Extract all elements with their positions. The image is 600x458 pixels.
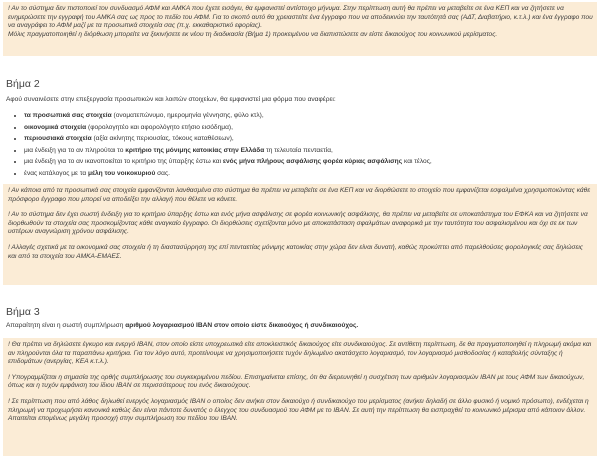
list-item: • μια ένδειξη για το αν πληρούται το κριτήριο της μόνιμης κατοικίας στην Ελλάδα τη τελευταία πενταετία, (24, 145, 594, 157)
list-item: • τα προσωπικά σας στοιχεία (ονοματεπώνυμο, ημερομηνία γέννησης, φύλο κτλ), (24, 110, 594, 122)
notice-box-step1 (3, 2, 597, 56)
notice-paragraph: ! Αν το σύστημα δεν πιστοποιεί τον συνδυασμό ΑΦΜ και ΑΜΚΑ που έχετε εισάγει, θα εμφανιστεί αντίστοιχο μήνυμα. Στην περίπτωση αυτή θα πρέπει να μεταβείτε σε ένα ΚΕΠ και να ζητήσετε να ενημερώσετε την εγγραφή του ΑΜΚΑ σας ως προς το πεδίο του ΑΦΜ. Για το σκοπό αυτό θα χρειαστείτε ένα έγγραφο που να αποδεικνύει την ταυτότητά σας (ΑΔΤ, Διαβατήριο, κ.τ.λ.) και ένα έγγραφο που να αναγράφει το ΑΦΜ μαζί με τα προσωπικά στοιχεία σας (π.χ. εκκαθαριστικό εφορίας). (8, 5, 593, 30)
step3-heading: Βήμα 3 (6, 306, 40, 318)
notice-paragraph: ! Αλλαγές σχετικά με τα οικονομικά σας στοιχεία ή τη διαστασύρρηση της επί πενταετίας μόνιμης κατοικίας στην χώρα δεν είναι δυνατή, καθώς προκύπτει από παρελθούσες φορολογικές σας δηλώσεις και από τα στοιχεία του ΑΜΚΑ-ΕΜΑΕΣ. (8, 243, 584, 260)
step2-heading: Βήμα 2 (6, 78, 40, 90)
step3-intro: Απαραίτητη είναι η σωστή συμπλήρωση αριθμού λογαριασμού IBAN στον οποίο είστε δικαιούχος ή συνδικαιούχος. (6, 322, 359, 329)
step2-intro: Αφού συναινέσετε στην επεξεργασία προσωπικών και λοιπών στοιχείων, θα εμφανιστεί μια φόρμα που αναφέρει: (6, 96, 336, 103)
notice-paragraph: ! Υπογραμμίζεται η σημασία της ορθής συμπλήρωσης του συγκεκριμένου πεδίου. Επισημαίνεται επίσης, ότι θα διερευνηθεί η συσχέτιση των αριθμών λογαριασμών IBAN με τους ΑΦΜ των δικαιούχων, όπως και η τυχόν εμφάνιση του ίδιου IBAN σε περισσότερους του ενός δικαιούχους. (8, 373, 585, 390)
step2-list (6, 110, 594, 180)
notice-paragraph: ! Θα πρέπει να δηλώσετε έγκυρο και ενεργό IBAN, στον οποίο είστε υποχρεωτικά είτε αποκλειστικός δικαιούχος είτε συνδικαιούχος. Σε αντίθετη περίπτωση, δε θα πραγματοποιηθεί η πληρωμή ακόμα και αν πληρούνται όλα τα παραπάνω κριτήρια. Για τον λόγο αυτό, προτείνουμε να χρησιμοποιήσετε τυχόν δηλωμένο ακατάσχετο λογαριασμό, τον λογαριασμό μισθοδοσίας ή καταβολής σύνταξης ή επιδομάτων (ανεργίας, ΚΕΑ κ.τ.λ.). (8, 341, 592, 366)
list-item: • οικονομικά στοιχεία (φορολογητέο και αφορολόγητο ετήσιο εισόδημα), (24, 122, 594, 134)
list-item: • ένας κατάλογος με τα μέλη του νοικοκυριού σας. (24, 168, 594, 180)
list-item: • περιουσιακά στοιχεία (αξία ακίνητης περιουσίας, τόκους καταθέσεων), (24, 133, 594, 145)
notice-paragraph: ! Αν κάποια από τα προσωπικά σας στοιχεία εμφανίζονται λανθασμένα στο σύστημα θα πρέπει να μεταβείτε σε ένα ΚΕΠ και να διορθώσετε το στοιχείο που εμφανίζεται εσφαλμένα χρησιμοποιώντας κάθε πρόσφορο έγγραφο που μπορεί να αποδείξει την αλλαγή που θέλετε να κάνετε. (8, 187, 591, 203)
notice-paragraph: ! Σε περίπτωση που από λάθος δηλωθεί ενεργός λογαριασμός IBAN ο οποίος δεν ανήκει στον δικαιούχο ή συνδικαιούχο του μερίσματος (ανήκει δηλαδή σε άλλο φυσικό ή νομικό πρόσωπο), ενδέχεται η πληρωμή να προχωρήσει κανονικά καθώς δεν είναι πάντοτε δυνατός ο έλεγχος του συνδυασμού του ΑΦΜ με το IBAN. Σε αυτή την περίπτωση θα εισπραχθεί το κοινωνικό μέρισμα από κάποιον άλλον. Απαιτείται επομένως μεγάλη προσοχή στην συμπλήρωση του πεδίου του IBAN. (8, 397, 589, 423)
notice-paragraph: Μόλις πραγματοποιηθεί η διόρθωση μπορείτε να ξεκινήσετε εκ νέου τη διαδικασία (Βήμα 1) προκειμένου να διαπιστώσετε αν είστε δικαιούχος του κοινωνικού μερίσματος. (8, 30, 498, 38)
notice-box-step2 (3, 184, 597, 285)
notice-paragraph: ! Αν το σύστημα δεν έχει σωστή ένδειξη για το κριτήριο ύπαρξης έστω και ενός μήνα ασφάλισης σε φορέα κοινωνικής ασφάλισης, θα πρέπει να μεταβείτε σε υποκατάστημα του ΕΦΚΑ και να ζητήσετε να διορθωθούν τα στοιχεία σας προσκομίζοντας κάθε αναγκαίο έγγραφο. Οι διορθώσεις σχετίζονται μόνο με αποκατάσταση σφαλμάτων αναφορικά με την ταυτότητα του ασφαλισμένου και όχι σε εκ των υστέρων αναγνώριση χρόνου ασφάλισης. (8, 211, 588, 236)
list-item: • μια ένδειξη για το αν ικανοποιείται το κριτήριο της ύπαρξης έστω και ενός μήνα πλήρους ασφάλισης φορέα κύριας ασφάλισης και τέλος, (24, 156, 594, 168)
notice-box-step3 (3, 338, 597, 456)
